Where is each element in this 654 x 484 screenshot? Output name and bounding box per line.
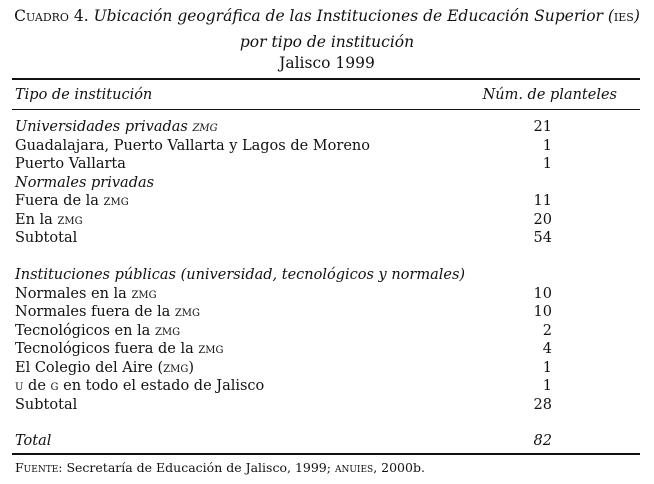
row-label: Guadalajara, Puerto Vallarta y Lagos de Moreno (15, 138, 370, 154)
caption-title: Ubicación geográfica de las Instituciones de Educación Superior (ies) (93, 7, 640, 25)
table-section-row (12, 266, 640, 284)
table-top-rule (12, 78, 640, 80)
row-value: 21 (533, 119, 552, 135)
row-label: Normales en la zmg (15, 286, 157, 302)
row-value: 20 (533, 212, 552, 228)
table-total-row (12, 432, 640, 450)
row-label: Subtotal (15, 230, 78, 246)
row-value: 1 (542, 378, 552, 394)
section-label: Instituciones públicas (universidad, tecnológicos y normales) (15, 267, 466, 283)
row-value: 54 (533, 230, 552, 246)
caption-place-year: Jalisco 1999 (279, 54, 375, 72)
row-label: El Colegio del Aire (zmg) (15, 360, 194, 376)
row-value: 1 (542, 138, 552, 154)
row-value: 4 (542, 341, 552, 357)
row-label: u de g en todo el estado de Jalisco (15, 378, 265, 394)
row-value: 2 (542, 323, 552, 339)
table-subtotal-row (12, 396, 640, 414)
row-label: Fuera de la zmg (15, 193, 129, 209)
table-header-row (12, 86, 640, 104)
table-row (12, 377, 640, 395)
row-value: 10 (533, 286, 552, 302)
source-label: Fuente (15, 460, 59, 475)
row-value: 11 (533, 193, 552, 209)
row-label: Normales fuera de la zmg (15, 304, 201, 320)
table-row (12, 211, 640, 229)
table-row (12, 285, 640, 303)
total-value: 82 (533, 433, 552, 449)
table-bottom-rule (12, 453, 640, 455)
row-value: 1 (542, 156, 552, 172)
table-header-rule (12, 109, 640, 110)
table-caption (0, 7, 654, 26)
table-row (12, 155, 640, 173)
table-source-note: Fuente: Secretaría de Educación de Jalisco, 1999; anuies, 2000b. (15, 460, 425, 475)
total-label: Total (15, 433, 52, 449)
table-row (12, 340, 640, 358)
row-value: 1 (542, 360, 552, 376)
row-label: Puerto Vallarta (15, 156, 126, 172)
caption-label: Cuadro 4. (14, 7, 89, 25)
table-row (12, 359, 640, 377)
row-label: Subtotal (15, 397, 78, 413)
row-label: Universidades privadas zmg (15, 119, 218, 135)
table-subtotal-row (12, 229, 640, 247)
caption-subtitle: por tipo de institución (239, 33, 415, 51)
table-section-row (12, 174, 640, 192)
row-value: 28 (533, 397, 552, 413)
table-row (12, 322, 640, 340)
table-row (12, 192, 640, 210)
header-type: Tipo de institución (15, 87, 153, 103)
header-count: Núm. de planteles (482, 87, 617, 103)
section-label: Normales privadas (15, 175, 155, 191)
table-row (12, 137, 640, 155)
table-row (12, 118, 640, 136)
row-label: Tecnológicos en la zmg (15, 323, 181, 339)
table-row (12, 303, 640, 321)
row-label: Tecnológicos fuera de la zmg (15, 341, 224, 357)
row-label: En la zmg (15, 212, 83, 228)
row-value: 10 (533, 304, 552, 320)
